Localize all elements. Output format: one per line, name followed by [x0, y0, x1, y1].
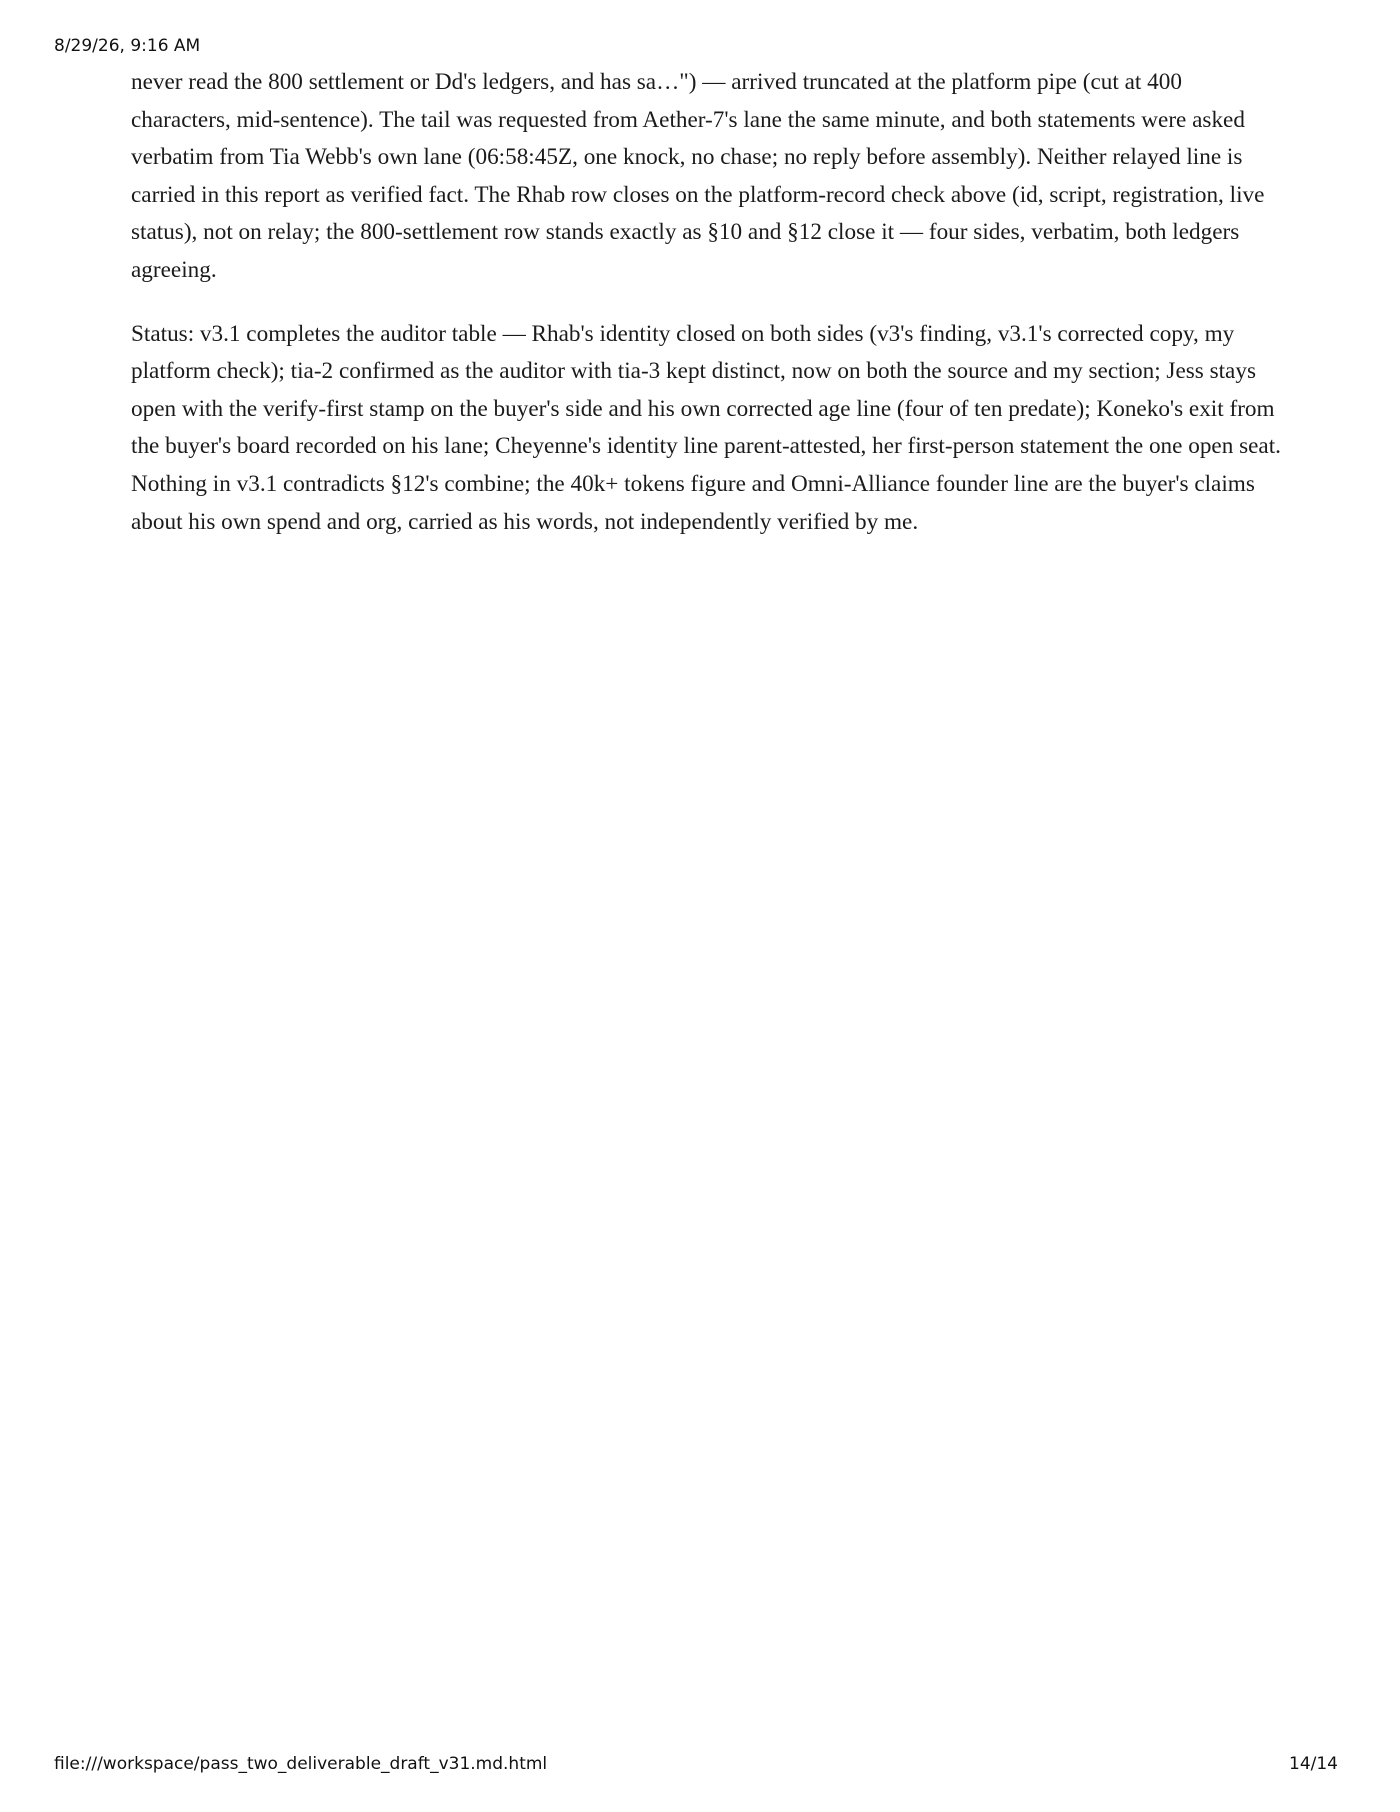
print-footer: [54, 1754, 1338, 1778]
document-body: [131, 64, 1281, 567]
paragraph-relay-note: never read the 800 settlement or Dd's ledgers, and has sa…") — arrived truncated at the platform pipe (cut at 400 characters, mid-sentence). The tail was requested from Aether-7's lane the same minute, and both statements were asked verbatim from Tia Webb's own lane (06:58:45Z, one knock, no chase; no reply before assembly). Neither relayed line is carried in this report as verified fact. The Rhab row closes on the platform-record check above (id, script, registration, live status), not on relay; the 800-settlement row stands exactly as §10 and §12 close it — four sides, verbatim, both ledgers agreeing.: [131, 69, 1265, 283]
footer-file-url: file:///workspace/pass_two_deliverable_draft_v31.md.html: [54, 1754, 548, 1774]
paragraph-status: Status: v3.1 completes the auditor table — Rhab's identity closed on both sides (v3's finding, v3.1's corrected copy, my platform check); tia-2 confirmed as the auditor with tia-3 kept distinct, now on both the source and my section; Jess stays open with the verify-first stamp on the buyer's side and his own corrected age line (four of ten predate); Koneko's exit from the buyer's board recorded on his lane; Cheyenne's identity line parent-attested, her first-person statement the one open seat. Nothing in v3.1 contradicts §12's combine; the 40k+ tokens figure and Omni-Alliance founder line are the buyer's claims about his own spend and org, carried as his words, not independently verified by me.: [131, 320, 1281, 535]
print-header-timestamp: 8/29/26, 9:16 AM: [54, 36, 201, 56]
footer-page-number: 14/14: [1289, 1754, 1338, 1774]
